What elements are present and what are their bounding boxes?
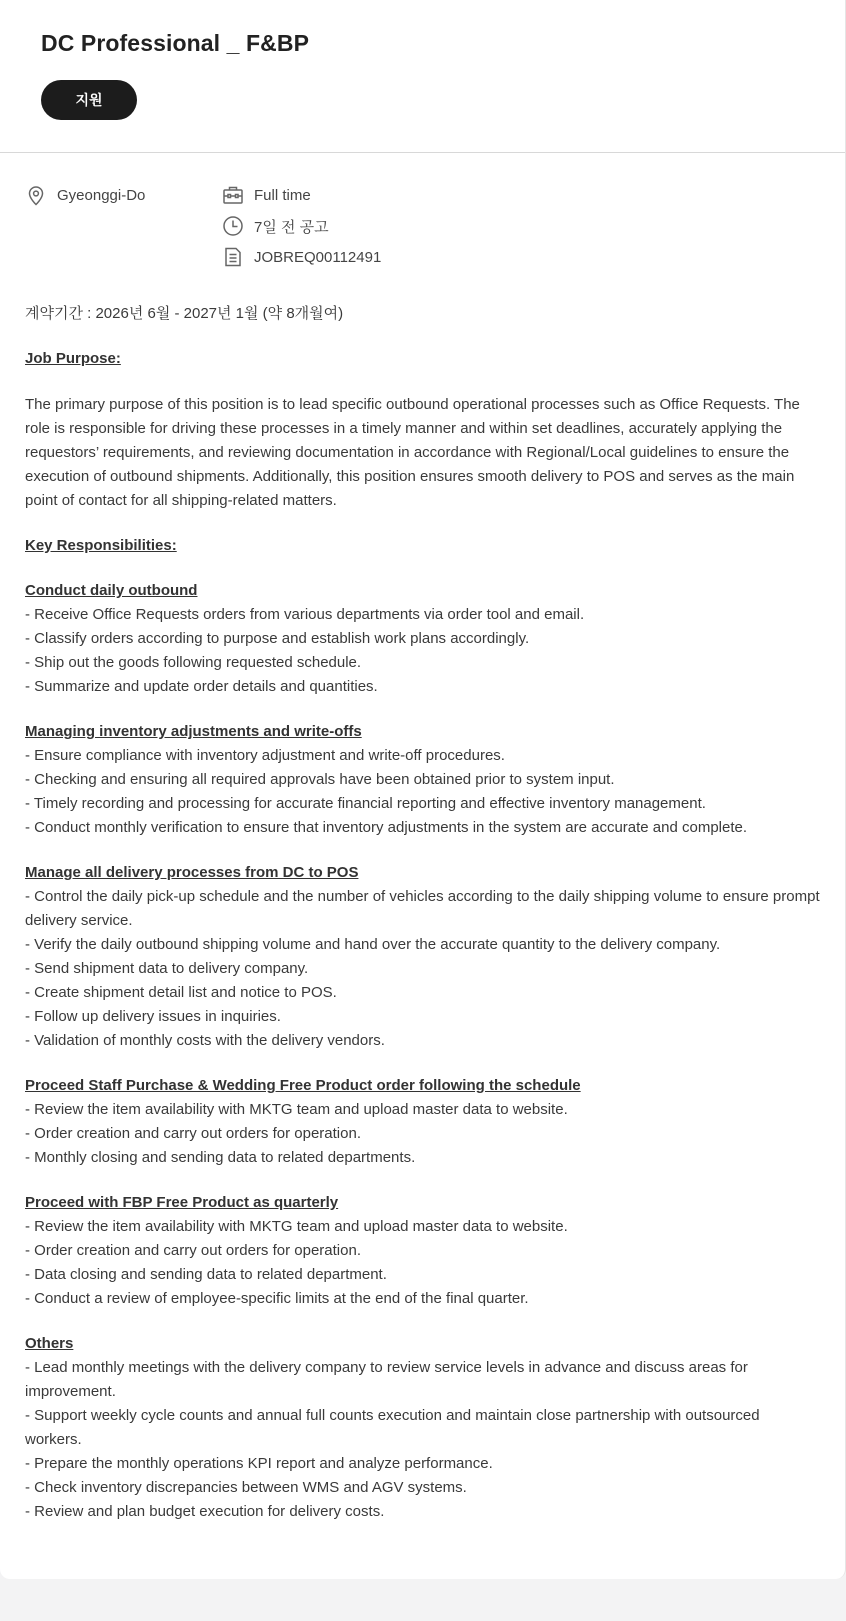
responsibility-section bbox=[25, 579, 820, 699]
list-item: - Conduct monthly verification to ensure that inventory adjustments in the system are accurate and complete. bbox=[25, 819, 748, 836]
section-heading: Manage all delivery processes from DC to POS bbox=[25, 864, 359, 881]
list-item: - Follow up delivery issues in inquiries. bbox=[25, 1008, 281, 1025]
section-heading: Managing inventory adjustments and write-offs bbox=[25, 723, 362, 740]
list-item: - Order creation and carry out orders for operation. bbox=[25, 1125, 361, 1142]
list-item: - Verify the daily outbound shipping volume and hand over the accurate quantity to the delivery company. bbox=[25, 936, 721, 953]
location-text: Gyeonggi-Do bbox=[57, 186, 146, 204]
job-type-meta bbox=[222, 184, 311, 206]
list-item: - Lead monthly meetings with the delivery company to review service levels in advance and discuss areas for improvement. bbox=[25, 1359, 748, 1400]
job-header bbox=[0, 0, 845, 153]
contract-period: 계약기간 : 2026년 6월 - 2027년 1월 (약 8개월여) bbox=[25, 305, 344, 322]
responsibility-section bbox=[25, 1332, 820, 1524]
list-item: - Receive Office Requests orders from various departments via order tool and email. bbox=[25, 606, 585, 623]
list-item: - Control the daily pick-up schedule and the number of vehicles according to the daily shipping volume to ensure prompt delivery service. bbox=[25, 888, 820, 929]
list-item: - Data closing and sending data to related department. bbox=[25, 1266, 387, 1283]
location-meta bbox=[25, 184, 145, 206]
list-item: - Prepare the monthly operations KPI report and analyze performance. bbox=[25, 1455, 493, 1472]
posted-meta bbox=[222, 215, 329, 237]
list-item: - Review and plan budget execution for delivery costs. bbox=[25, 1503, 385, 1520]
briefcase-icon bbox=[222, 184, 244, 206]
responsibility-section bbox=[25, 1074, 820, 1170]
list-item: - Review the item availability with MKTG team and upload master data to website. bbox=[25, 1218, 568, 1235]
section-heading: Proceed Staff Purchase & Wedding Free Product order following the schedule bbox=[25, 1077, 581, 1094]
document-icon bbox=[222, 246, 244, 268]
section-heading: Proceed with FBP Free Product as quarterly bbox=[25, 1194, 339, 1211]
section-heading: Conduct daily outbound bbox=[25, 582, 198, 599]
list-item: - Checking and ensuring all required approvals have been obtained prior to system input. bbox=[25, 771, 615, 788]
list-item: - Summarize and update order details and quantities. bbox=[25, 678, 378, 695]
job-purpose-text: The primary purpose of this position is to lead specific outbound operational processes such as Office Requests. The role is responsible for driving these processes in a timely manner and within set deadlines, accurately applying the requestors’ requirements, and reviewing documentation in accordance with Regional/Local guidelines to ensure the execution of outbound shipments. Additionally, this position ensures smooth delivery to POS and serves as the main point of contact for all shipping-related matters. bbox=[25, 396, 800, 509]
list-item: - Validation of monthly costs with the delivery vendors. bbox=[25, 1032, 385, 1049]
list-item: - Review the item availability with MKTG team and upload master data to website. bbox=[25, 1101, 568, 1118]
list-item: - Ship out the goods following requested schedule. bbox=[25, 654, 362, 671]
list-item: - Check inventory discrepancies between WMS and AGV systems. bbox=[25, 1479, 467, 1496]
map-pin-icon bbox=[25, 184, 47, 206]
list-item: - Monthly closing and sending data to related departments. bbox=[25, 1149, 416, 1166]
list-item: - Ensure compliance with inventory adjustment and write-off procedures. bbox=[25, 747, 505, 764]
apply-button[interactable]: 지원 bbox=[41, 80, 137, 120]
job-description bbox=[25, 302, 820, 1524]
list-item: - Create shipment detail list and notice to POS. bbox=[25, 984, 337, 1001]
req-id-meta bbox=[222, 246, 381, 268]
job-purpose-heading: Job Purpose: bbox=[25, 350, 121, 367]
req-id-text: JOBREQ00112491 bbox=[254, 248, 382, 266]
responsibility-section bbox=[25, 861, 820, 1053]
responsibility-section bbox=[25, 720, 820, 840]
job-type-text: Full time bbox=[254, 186, 311, 204]
list-item: - Send shipment data to delivery company. bbox=[25, 960, 309, 977]
posted-text: 7일 전 공고 bbox=[254, 218, 329, 236]
job-title: DC Professional _ F&BP bbox=[41, 30, 310, 56]
list-item: - Conduct a review of employee-specific limits at the end of the final quarter. bbox=[25, 1290, 529, 1307]
list-item: - Classify orders according to purpose and establish work plans accordingly. bbox=[25, 630, 530, 647]
responsibility-section bbox=[25, 1191, 820, 1311]
list-item: - Order creation and carry out orders for operation. bbox=[25, 1242, 361, 1259]
list-item: - Support weekly cycle counts and annual full counts execution and maintain close partnership with outsourced workers. bbox=[25, 1407, 760, 1448]
key-responsibilities-heading: Key Responsibilities: bbox=[25, 537, 177, 554]
list-item: - Timely recording and processing for accurate financial reporting and effective inventory management. bbox=[25, 795, 706, 812]
section-heading: Others bbox=[25, 1335, 74, 1352]
clock-icon bbox=[222, 215, 244, 237]
